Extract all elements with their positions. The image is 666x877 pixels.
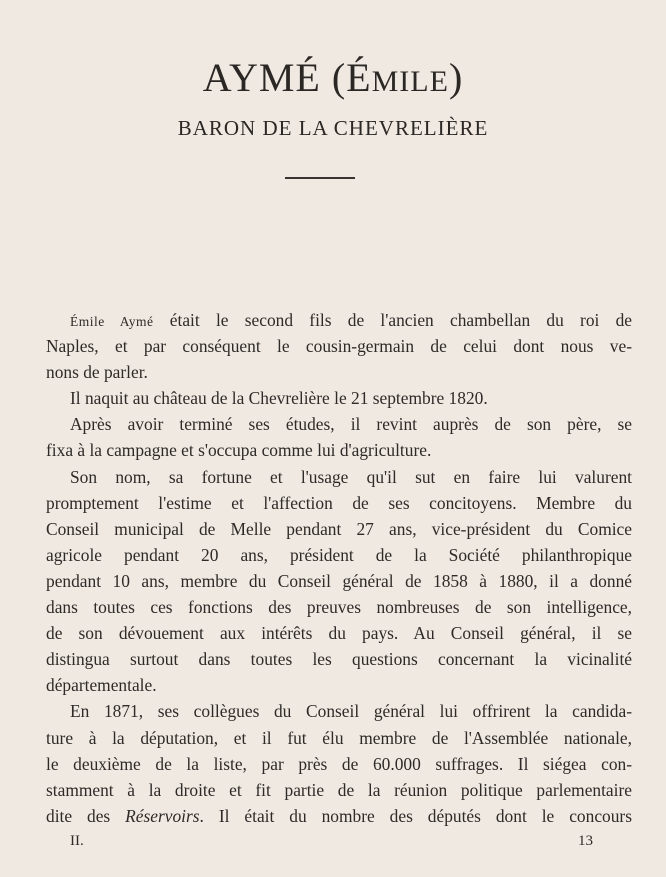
line-text: de son dévouement aux intérêts du pays. Au Conseil général, il se bbox=[46, 623, 632, 644]
line-text: pendant 10 ans, membre du Conseil général de 1858 à 1880, il a donné bbox=[46, 570, 632, 591]
line-text: En 1871, ses collègues du Conseil général lui offrirent la candida- bbox=[70, 701, 632, 722]
text-line bbox=[46, 359, 632, 385]
text-line bbox=[46, 725, 632, 751]
body-text bbox=[46, 307, 632, 829]
line-text: le deuxième de la liste, par près de 60.000 suffrages. Il siégea con- bbox=[46, 753, 632, 774]
text-line bbox=[46, 437, 632, 463]
text-line bbox=[46, 698, 632, 724]
title-paren-close: ) bbox=[448, 55, 464, 100]
text-line bbox=[46, 411, 632, 437]
text-line bbox=[46, 542, 632, 568]
text-line bbox=[46, 516, 632, 542]
text-line bbox=[46, 333, 632, 359]
line-text: agricole pendant 20 ans, président de la Société philanthropique bbox=[46, 544, 632, 565]
line-text: Son nom, sa fortune et l'usage qu'il sut en faire lui valurent bbox=[70, 466, 632, 487]
text-line bbox=[46, 620, 632, 646]
text-line bbox=[46, 490, 632, 516]
line-text: Il naquit au château de la Chevrelière le 21 septembre 1820. bbox=[70, 388, 488, 409]
line-text: était le second fils de l'ancien chambellan du roi de bbox=[153, 310, 632, 330]
italic-term: Réservoirs bbox=[125, 805, 200, 826]
line-text-before: dite des bbox=[46, 805, 126, 826]
text-line bbox=[46, 803, 632, 829]
text-line bbox=[46, 672, 632, 698]
page-title bbox=[0, 52, 666, 108]
page-subtitle: BARON DE LA CHEVRELIÈRE bbox=[177, 116, 489, 140]
text-line bbox=[46, 777, 632, 803]
text-line bbox=[46, 568, 632, 594]
text-line bbox=[46, 307, 632, 333]
line-text: Conseil municipal de Melle pendant 27 ans, vice-président du Comice bbox=[46, 518, 632, 539]
line-text: . Il était du nombre des députés dont le concours bbox=[199, 805, 632, 826]
name-smallcaps: Émile Aymé bbox=[70, 314, 154, 329]
page-footer bbox=[0, 833, 666, 857]
title-surname: AYMÉ bbox=[202, 55, 321, 100]
text-line bbox=[46, 385, 632, 411]
signature-mark: II. bbox=[70, 833, 84, 849]
line-text: dans toutes ces fonctions des preuves nombreuses de son intelligence, bbox=[46, 597, 632, 618]
text-line bbox=[46, 464, 632, 490]
line-text: distingua surtout dans toutes les questions concernant la vicinalité bbox=[46, 649, 632, 670]
page-number: 13 bbox=[578, 833, 593, 849]
title-given-name-rest: MILE bbox=[371, 65, 449, 98]
text-line bbox=[46, 751, 632, 777]
title-given-name-initial: É bbox=[346, 55, 372, 100]
text-line bbox=[46, 594, 632, 620]
line-text: nons de parler. bbox=[46, 362, 148, 383]
title-paren-open: ( bbox=[331, 55, 347, 100]
text-line bbox=[46, 646, 632, 672]
line-text: départementale. bbox=[46, 675, 157, 696]
line-text: stamment à la droite et fit partie de la réunion politique parlementaire bbox=[46, 779, 632, 800]
line-text: ture à la députation, et il fut élu membre de l'Assemblée nationale, bbox=[46, 727, 632, 748]
line-text: Naples, et par conséquent le cousin-germain de celui dont nous ve- bbox=[46, 336, 632, 357]
title-divider bbox=[285, 177, 355, 179]
line-text: fixa à la campagne et s'occupa comme lui d'agriculture. bbox=[46, 440, 432, 461]
line-text: Après avoir terminé ses études, il revint auprès de son père, se bbox=[70, 414, 632, 435]
line-text: promptement l'estime et l'affection de ses concitoyens. Membre du bbox=[46, 492, 632, 513]
